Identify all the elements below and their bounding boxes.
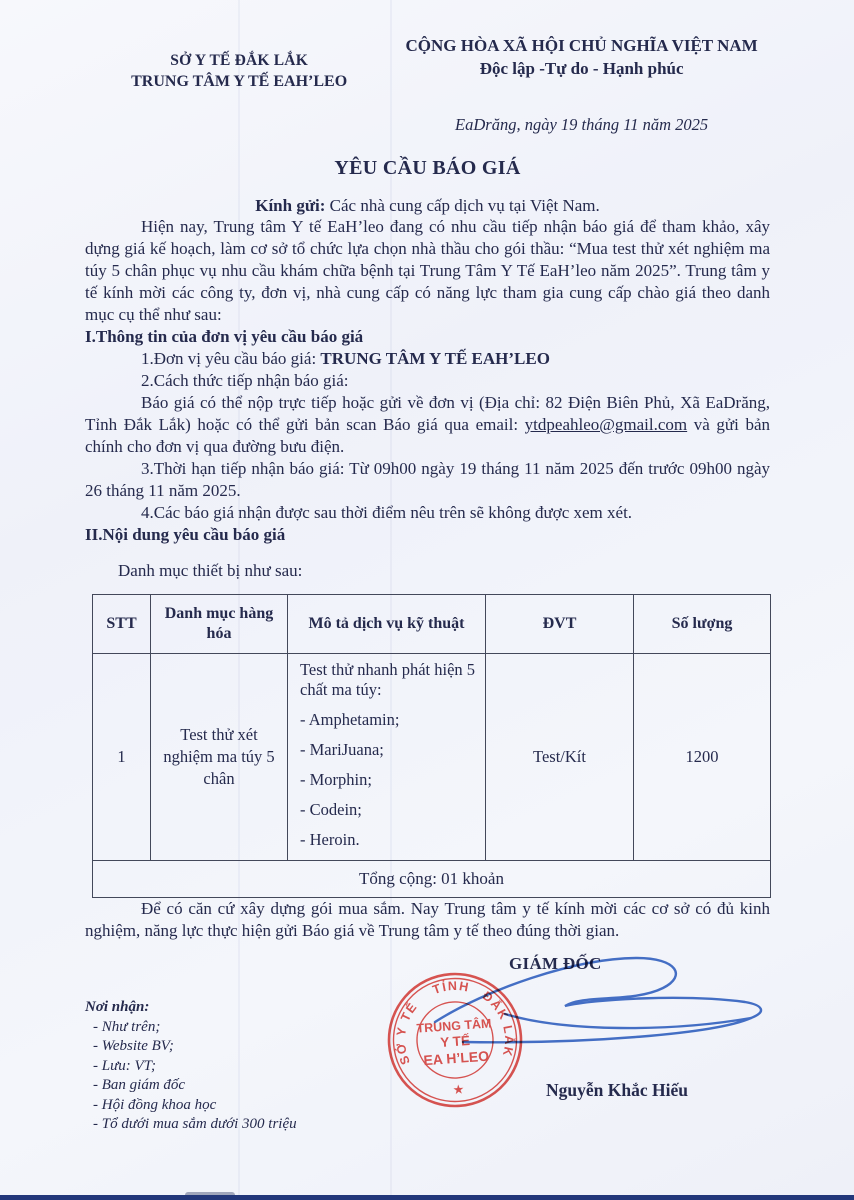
- recipient-item: - Lưu: VT;: [93, 1057, 157, 1074]
- item-2-line: 2.Cách thức tiếp nhận báo giá:: [141, 371, 349, 390]
- col-header-stt: STT: [93, 595, 151, 654]
- item-3-line: 3.Thời hạn tiếp nhận báo giá: Từ 09h00 ngày 19 tháng 11 năm 2025 đến trước 09h00 ngày 26 tháng 11 năm 2025.: [85, 459, 770, 500]
- salutation-label: Kính gửi:: [255, 196, 326, 215]
- quotation-items-table: [92, 594, 771, 898]
- table-total-line: Tổng cộng: 01 khoản: [93, 861, 771, 898]
- section-2-heading: II.Nội dung yêu cầu báo giá: [85, 525, 286, 544]
- national-motto: Độc lập -Tự do - Hạnh phúc: [479, 59, 684, 78]
- table-row: [93, 654, 771, 861]
- stamp-center-line2: Y TẾ: [439, 1032, 471, 1051]
- col-header-qty: Số lượng: [634, 595, 771, 654]
- col-header-description: Mô tả dịch vụ kỹ thuật: [288, 595, 486, 654]
- item-1-org-name: TRUNG TÂM Y TẾ EAH’LEO: [320, 349, 550, 368]
- email-address: ytdpeahleo@gmail.com: [524, 415, 688, 434]
- recipients-block: [85, 998, 297, 1135]
- parent-org-name: SỞ Y TẾ ĐẮK LẮK: [170, 52, 308, 69]
- signature-area: [85, 950, 770, 1146]
- item-4-line: 4.Các báo giá nhận được sau thời điểm nêu trên sẽ không được xem xét.: [141, 503, 633, 522]
- item-2-detail-post: và gửi bản chính cho đơn vị qua đường bưu điện.: [85, 415, 771, 456]
- signature-ink-icon: [415, 952, 785, 1082]
- stamp-star: ★: [452, 1081, 465, 1098]
- item-2-detail: [85, 392, 770, 458]
- col-header-item: Danh mục hàng hóa: [151, 595, 288, 654]
- desc-line: - Morphin;: [300, 770, 372, 789]
- col-header-unit: ĐVT: [486, 595, 634, 654]
- national-title: CỘNG HÒA XÃ HỘI CHỦ NGHĨA VIỆT NAM: [405, 36, 758, 55]
- signer-title: GIÁM ĐỐC: [509, 954, 602, 973]
- document-header: [85, 36, 770, 91]
- desc-line: Test thử nhanh phát hiện 5 chất ma túy:: [300, 660, 476, 699]
- table-footer-row: [93, 861, 771, 898]
- table-intro-line: Danh mục thiết bị như sau:: [118, 561, 303, 580]
- org-name: TRUNG TÂM Y TẾ EAH’LEO: [131, 73, 348, 90]
- intro-paragraph: Hiện nay, Trung tâm Y tế EaH’leo đang có nhu cầu tiếp nhận báo giá để tham khảo, xây dựng giá kế hoạch, làm cơ sở tổ chức lựa chọn nhà thầu cho gói thầu: “Mua test thử xét nghiệm ma túy 5 chân phục vụ nhu cầu khám chữa bệnh tại Trung Tâm Y Tế EaH’leo năm 2025”. Trung tâm y tế kính mời các công ty, đơn vị, nhà cung cấp có năng lực tham gia cung cấp chào giá theo danh mục cụ thể như sau:: [85, 217, 770, 324]
- national-motto-block: [393, 36, 770, 91]
- handwritten-signature: [415, 952, 785, 1082]
- stamp-center-line3: EA H’LEO: [422, 1047, 490, 1069]
- place-date-line: EaDrăng, ngày 19 tháng 11 năm 2025: [455, 115, 709, 134]
- stamp-ring-text-right: ĐẮK LẮK: [479, 988, 517, 1059]
- table-header-row: [93, 595, 771, 654]
- desc-line: - Heroin.: [300, 830, 360, 849]
- item-2-detail-pre: Báo giá có thể nộp trực tiếp hoặc gửi về đơn vị (Địa chỉ: 82 Điện Biên Phủ, Xã EaDrăng, Tỉnh Đắk Lắk) hoặc có thể gửi bản scan Báo giá qua email:: [85, 393, 770, 434]
- recipients-heading: Nơi nhận:: [85, 999, 150, 1015]
- recipient-item: - Như trên;: [93, 1018, 161, 1035]
- stamp-ring-text-left: SỞ Y TẾ: [393, 999, 421, 1067]
- cell-unit: Test/Kít: [486, 654, 634, 861]
- desc-line: - Codein;: [300, 800, 362, 819]
- recipient-item: - Ban giám đốc: [93, 1077, 186, 1093]
- recipient-item: - Tổ dưới mua sắm dưới 300 triệu: [93, 1116, 297, 1132]
- item-1-line: [85, 348, 770, 370]
- cell-quantity: 1200: [634, 654, 771, 861]
- desc-line: - Amphetamin;: [300, 710, 400, 729]
- salutation-line: [85, 196, 770, 216]
- closing-paragraph: Để có căn cứ xây dựng gói mua sắm. Nay Trung tâm y tế kính mời các cơ sở có đủ kinh nghiệm, năng lực thực hiện gửi Báo giá về Trung tâm y tế theo đúng thời gian.: [85, 899, 770, 940]
- desc-line: - MariJuana;: [300, 740, 384, 759]
- recipient-item: - Website BV;: [93, 1038, 174, 1054]
- stamp-center-line1: TRUNG TÂM: [416, 1016, 492, 1036]
- salutation-text: Các nhà cung cấp dịch vụ tại Việt Nam.: [325, 196, 600, 215]
- cell-description: [288, 654, 486, 861]
- scan-edge-bar: [0, 1195, 854, 1200]
- signer-name: Nguyễn Khắc Hiếu: [546, 1080, 688, 1100]
- cell-item-name: Test thử xét nghiệm ma túy 5 chân: [151, 654, 288, 861]
- stamp-ring-text-top: TỈNH: [430, 978, 471, 998]
- item-1-label: 1.Đơn vị yêu cầu báo giá:: [141, 349, 321, 368]
- recipient-item: - Hội đồng khoa học: [93, 1096, 217, 1113]
- cell-stt: 1: [93, 654, 151, 861]
- document-title: YÊU CẦU BÁO GIÁ: [334, 157, 521, 179]
- issuing-org-block: [85, 36, 393, 91]
- section-1-heading: I.Thông tin của đơn vị yêu cầu báo giá: [85, 327, 364, 346]
